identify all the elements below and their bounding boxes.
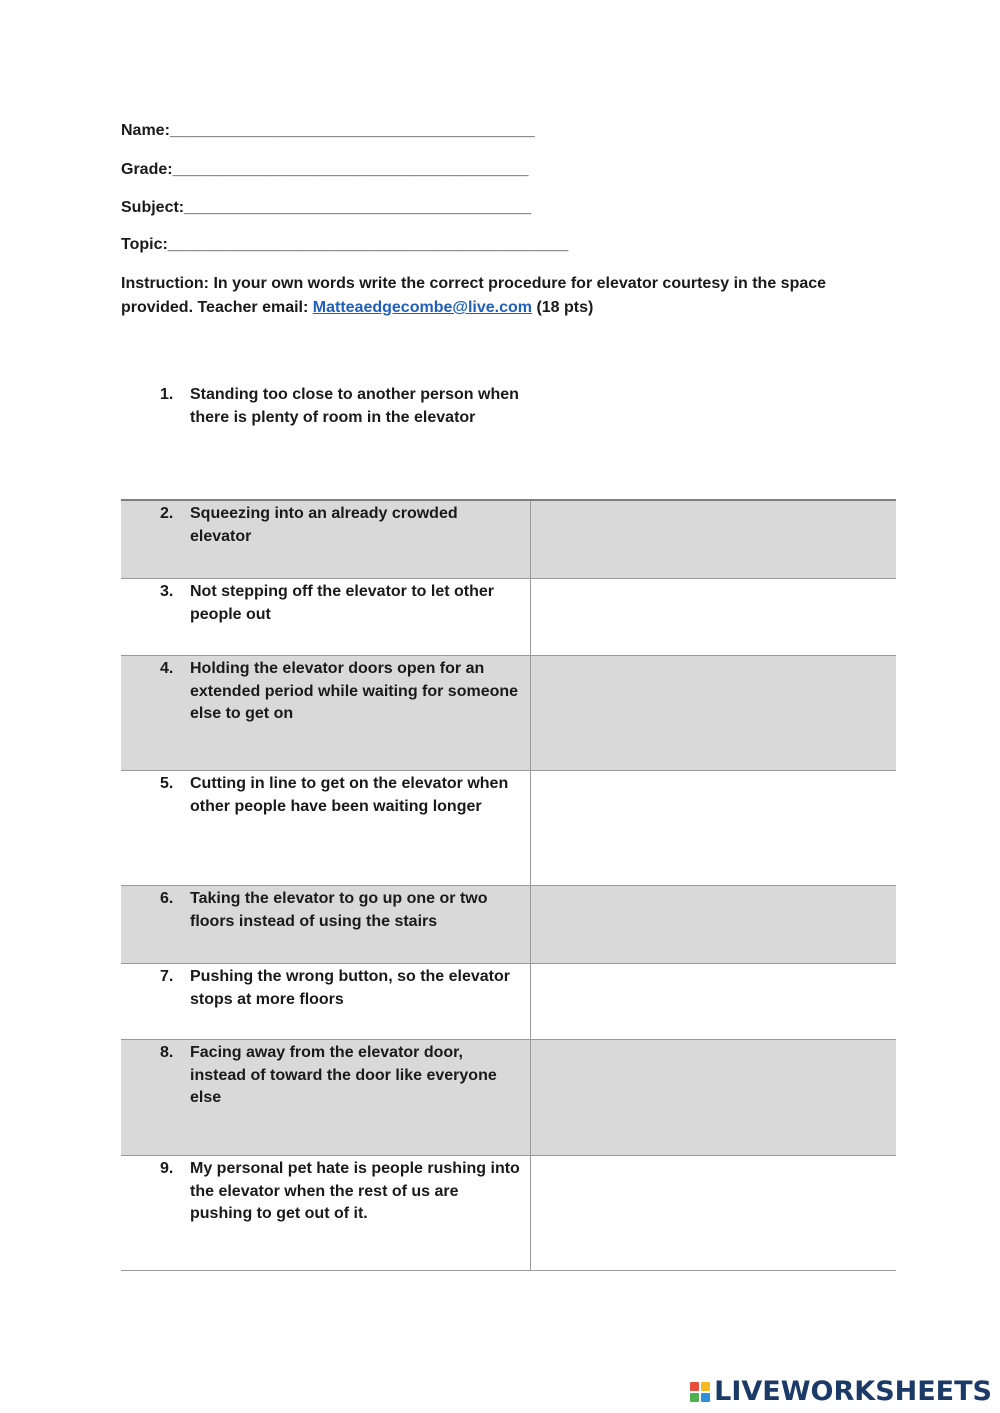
question-number: 5. (160, 775, 174, 792)
table-row (121, 1040, 896, 1156)
name-field[interactable]: Name:_________________________________________ (121, 122, 535, 139)
logo-text: LIVEWORKSHEETS (714, 1376, 992, 1407)
logo-square (690, 1393, 699, 1402)
question-number: 9. (160, 1160, 174, 1177)
question-text: Cutting in line to get on the elevator when other people have been waiting longer (190, 775, 509, 815)
subject-field[interactable]: Subject:_______________________________________ (121, 199, 532, 216)
question-text: Taking the elevator to go up one or two floors instead of using the stairs (190, 890, 488, 930)
logo-square (690, 1382, 699, 1391)
question-cell (121, 964, 531, 1039)
answer-cell[interactable] (531, 886, 896, 963)
answer-cell[interactable] (531, 771, 896, 885)
instruction-points: (18 pts) (532, 299, 594, 316)
grade-field[interactable]: Grade:________________________________________ (121, 161, 529, 178)
question-text: Holding the elevator doors open for an extended period while waiting for someone else to get on (190, 660, 519, 722)
logo-squares-icon (690, 1382, 710, 1402)
question-text: My personal pet hate is people rushing into the elevator when the rest of us are pushing to get out of it. (190, 1160, 520, 1222)
liveworksheets-logo (690, 1376, 992, 1407)
question-cell (121, 886, 531, 963)
question-cell (121, 771, 531, 885)
question-cell (121, 1040, 531, 1155)
question-text: Squeezing into an already crowded elevator (190, 505, 458, 545)
question-cell (121, 1156, 531, 1270)
table-row (121, 964, 896, 1040)
teacher-email-link[interactable]: Matteaedgecombe@live.com (312, 299, 532, 316)
instruction (121, 272, 861, 320)
table-row (121, 579, 896, 656)
question-number: 2. (160, 505, 174, 522)
logo-square (701, 1393, 710, 1402)
question-number: 8. (160, 1044, 174, 1061)
question-cell (121, 501, 531, 578)
answer-cell[interactable] (531, 964, 896, 1039)
answer-cell[interactable] (531, 656, 896, 770)
question-number: 6. (160, 890, 174, 907)
answer-cell[interactable] (531, 1156, 896, 1270)
table-row (121, 1156, 896, 1271)
question-number: 4. (160, 660, 174, 677)
table-row (121, 656, 896, 771)
table-row (121, 886, 896, 964)
question-cell (121, 579, 531, 655)
question-1 (160, 384, 530, 429)
question-text: Facing away from the elevator door, instead of toward the door like everyone else (190, 1044, 497, 1106)
question-number: 1. (160, 386, 174, 403)
answer-cell[interactable] (531, 579, 896, 655)
question-text: Not stepping off the elevator to let other people out (190, 583, 495, 623)
answer-cell[interactable] (531, 501, 896, 578)
instruction-text: Instruction: In your own words write the correct procedure for elevator courtesy in the space provided. Teacher email: (121, 275, 827, 316)
table-row (121, 771, 896, 886)
table-row (121, 501, 896, 579)
question-number: 7. (160, 968, 174, 985)
question-text: Standing too close to another person when there is plenty of room in the elevator (190, 386, 519, 426)
question-number: 3. (160, 583, 174, 600)
answer-table (121, 499, 896, 1271)
question-text: Pushing the wrong button, so the elevator stops at more floors (190, 968, 511, 1008)
topic-field[interactable]: Topic:_____________________________________________ (121, 236, 569, 253)
question-cell (121, 656, 531, 770)
logo-square (701, 1382, 710, 1391)
answer-cell[interactable] (531, 1040, 896, 1155)
